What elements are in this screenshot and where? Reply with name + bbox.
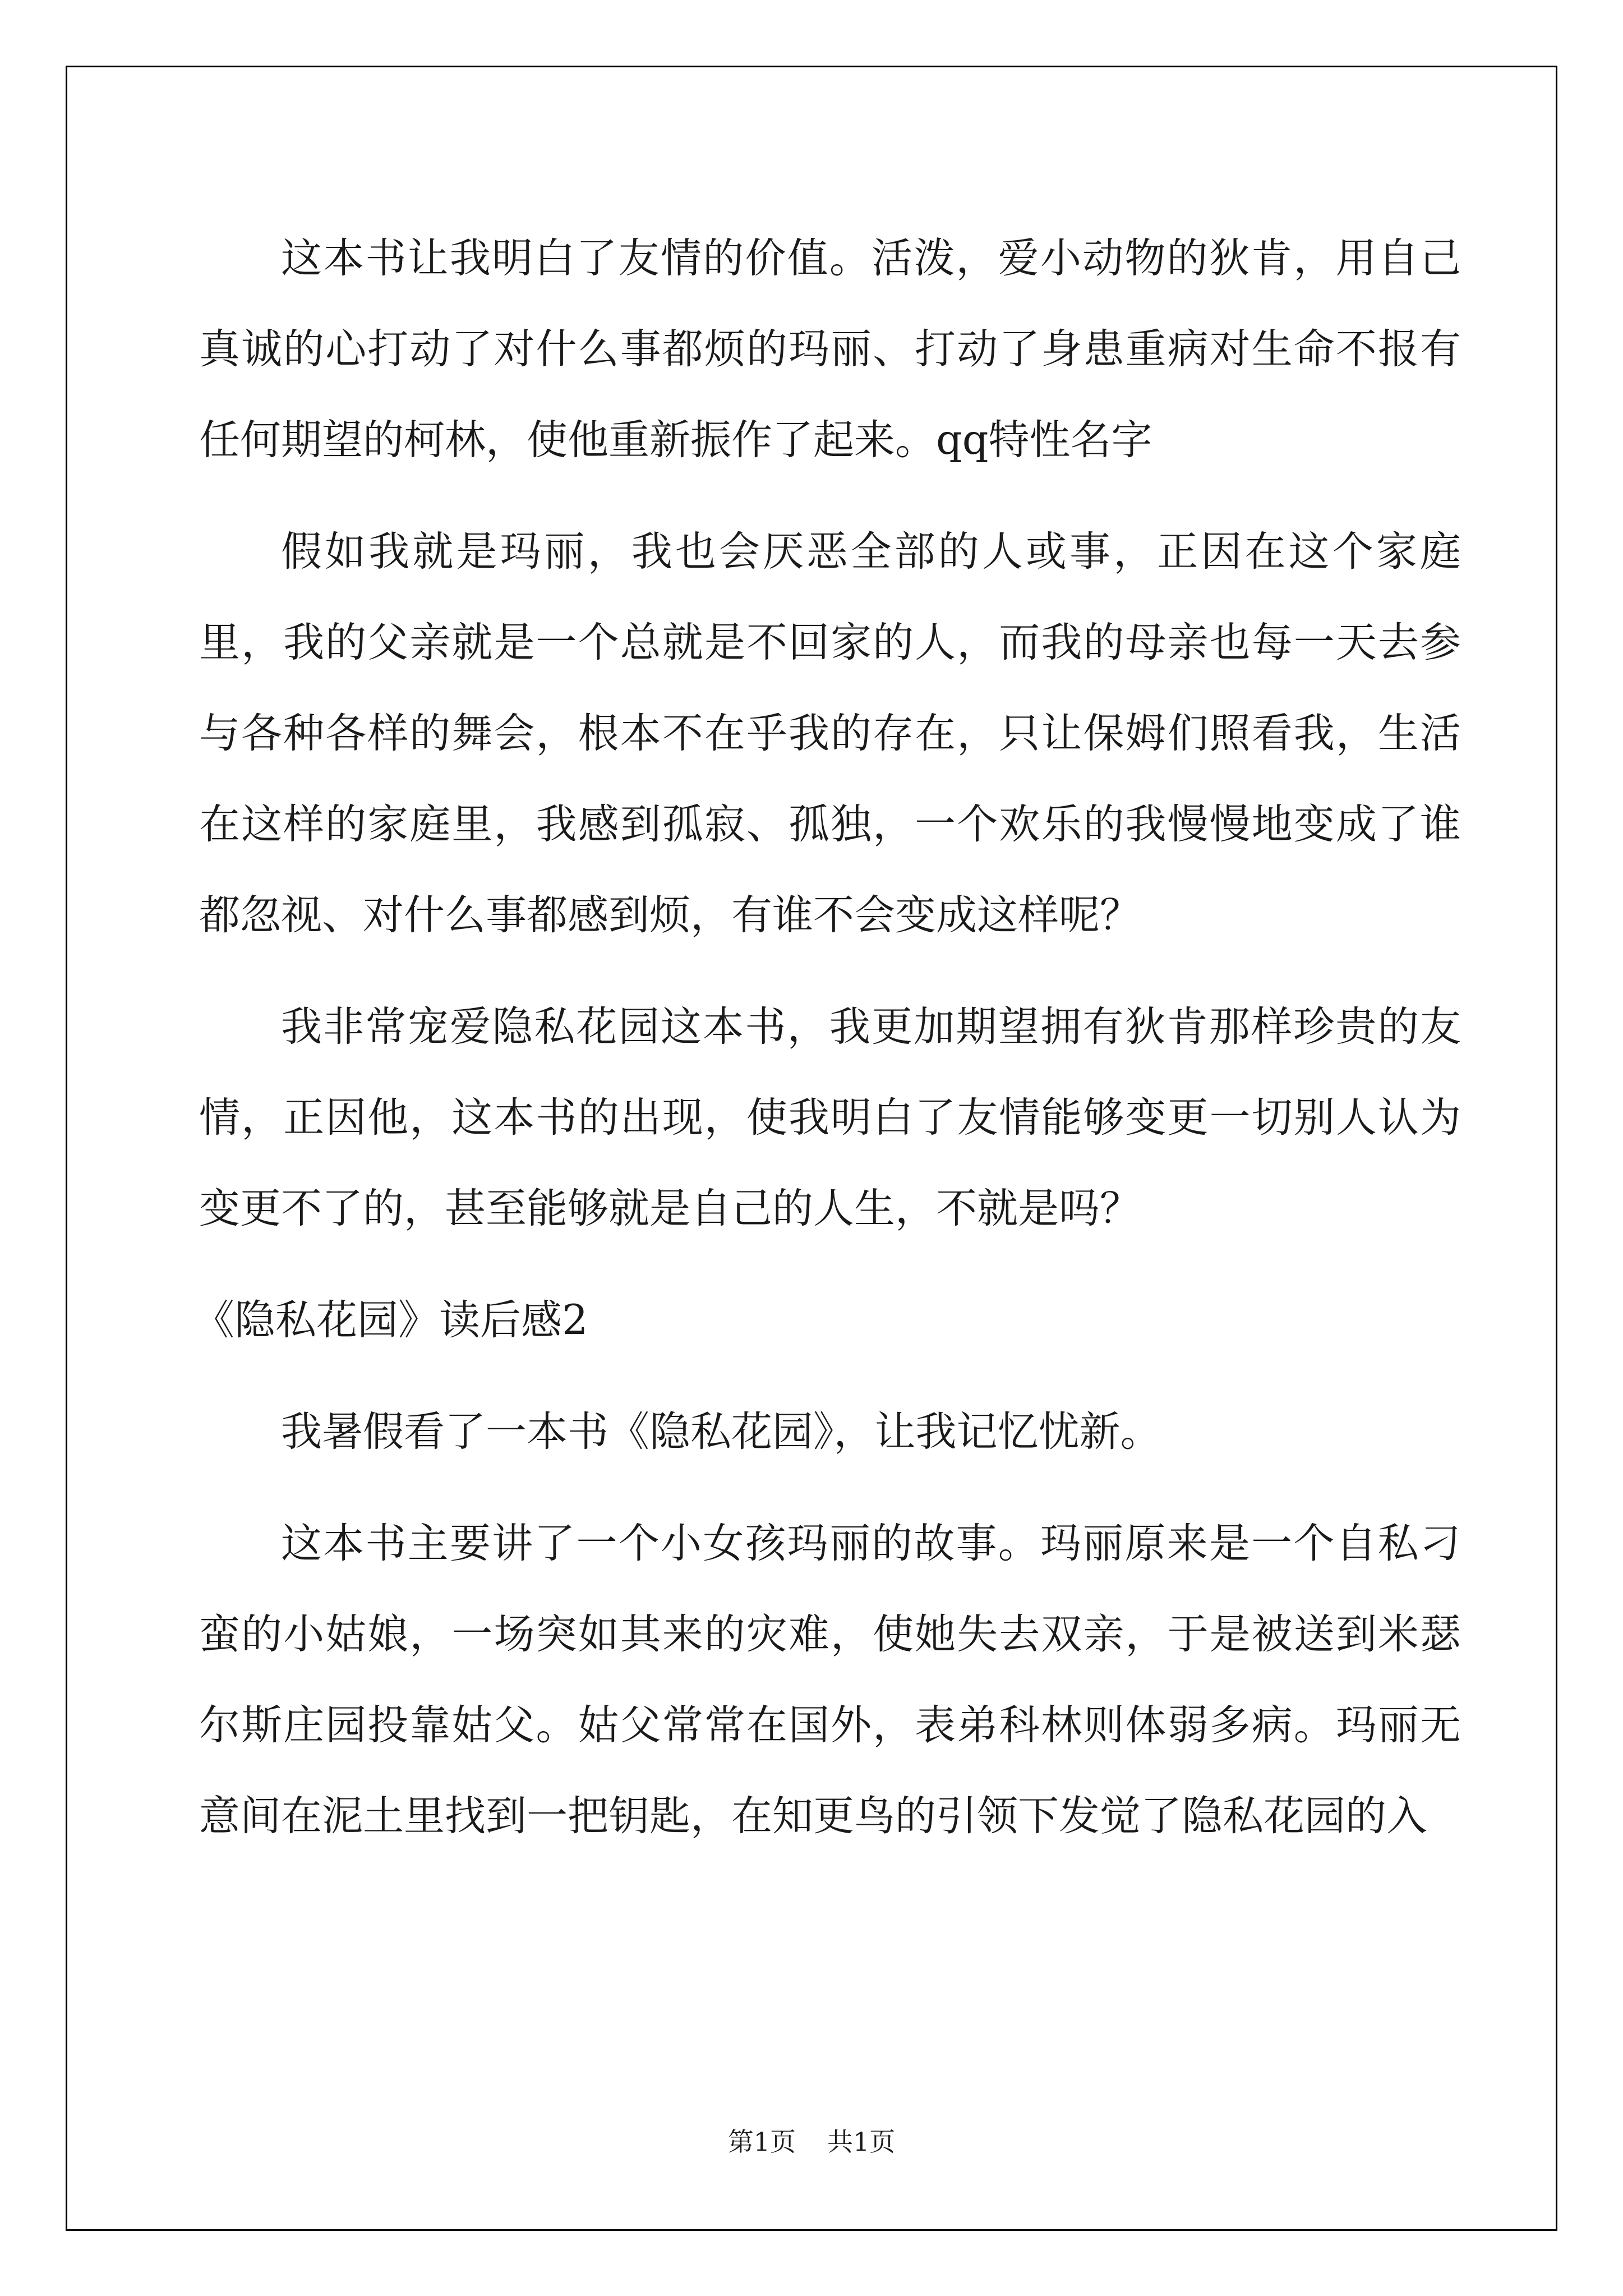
page-number: 第1页 bbox=[727, 2127, 796, 2157]
paragraph-5: 这本书主要讲了一个小女孩玛丽的故事。玛丽原来是一个自私刁蛮的小姑娘，一场突如其来的灾难，使她失去双亲，于是被送到米瑟尔斯庄园投靠姑父。姑父常常在国外，表弟科林则体弱多病。玛丽无意间在泥土里找到一把钥匙，在知更鸟的引领下发觉了隐私花园的入 bbox=[199, 1520, 1461, 1840]
document-body bbox=[193, 213, 1461, 1883]
page-footer bbox=[0, 2122, 1623, 2159]
page-total: 共1页 bbox=[827, 2127, 896, 2157]
paragraph-3: 我非常宠爱隐私花园这本书，我更加期望拥有狄肯那样珍贵的友情，正因他，这本书的出现，使我明白了友情能够变更一切别人认为变更不了的，甚至能够就是自己的人生，不就是吗？ bbox=[199, 1003, 1461, 1232]
section-heading: 《隐私花园》读后感2 bbox=[193, 1296, 588, 1344]
paragraph-4: 我暑假看了一本书《隐私花园》，让我记忆忧新。 bbox=[281, 1408, 1161, 1456]
paragraph-1: 这本书让我明白了友情的价值。活泼，爱小动物的狄肯，用自己真诚的心打动了对什么事都烦的玛丽、打动了身患重病对生命不报有任何期望的柯林，使他重新振作了起来。qq特性名字 bbox=[199, 234, 1461, 464]
paragraph-2: 假如我就是玛丽，我也会厌恶全部的人或事，正因在这个家庭里，我的父亲就是一个总就是不回家的人，而我的母亲也每一天去参与各种各样的舞会，根本不在乎我的存在，只让保姆们照看我，生活在这样的家庭里，我感到孤寂、孤独，一个欢乐的我慢慢地变成了谁都忽视、对什么事都感到烦，有谁不会变成这样呢？ bbox=[199, 528, 1461, 939]
